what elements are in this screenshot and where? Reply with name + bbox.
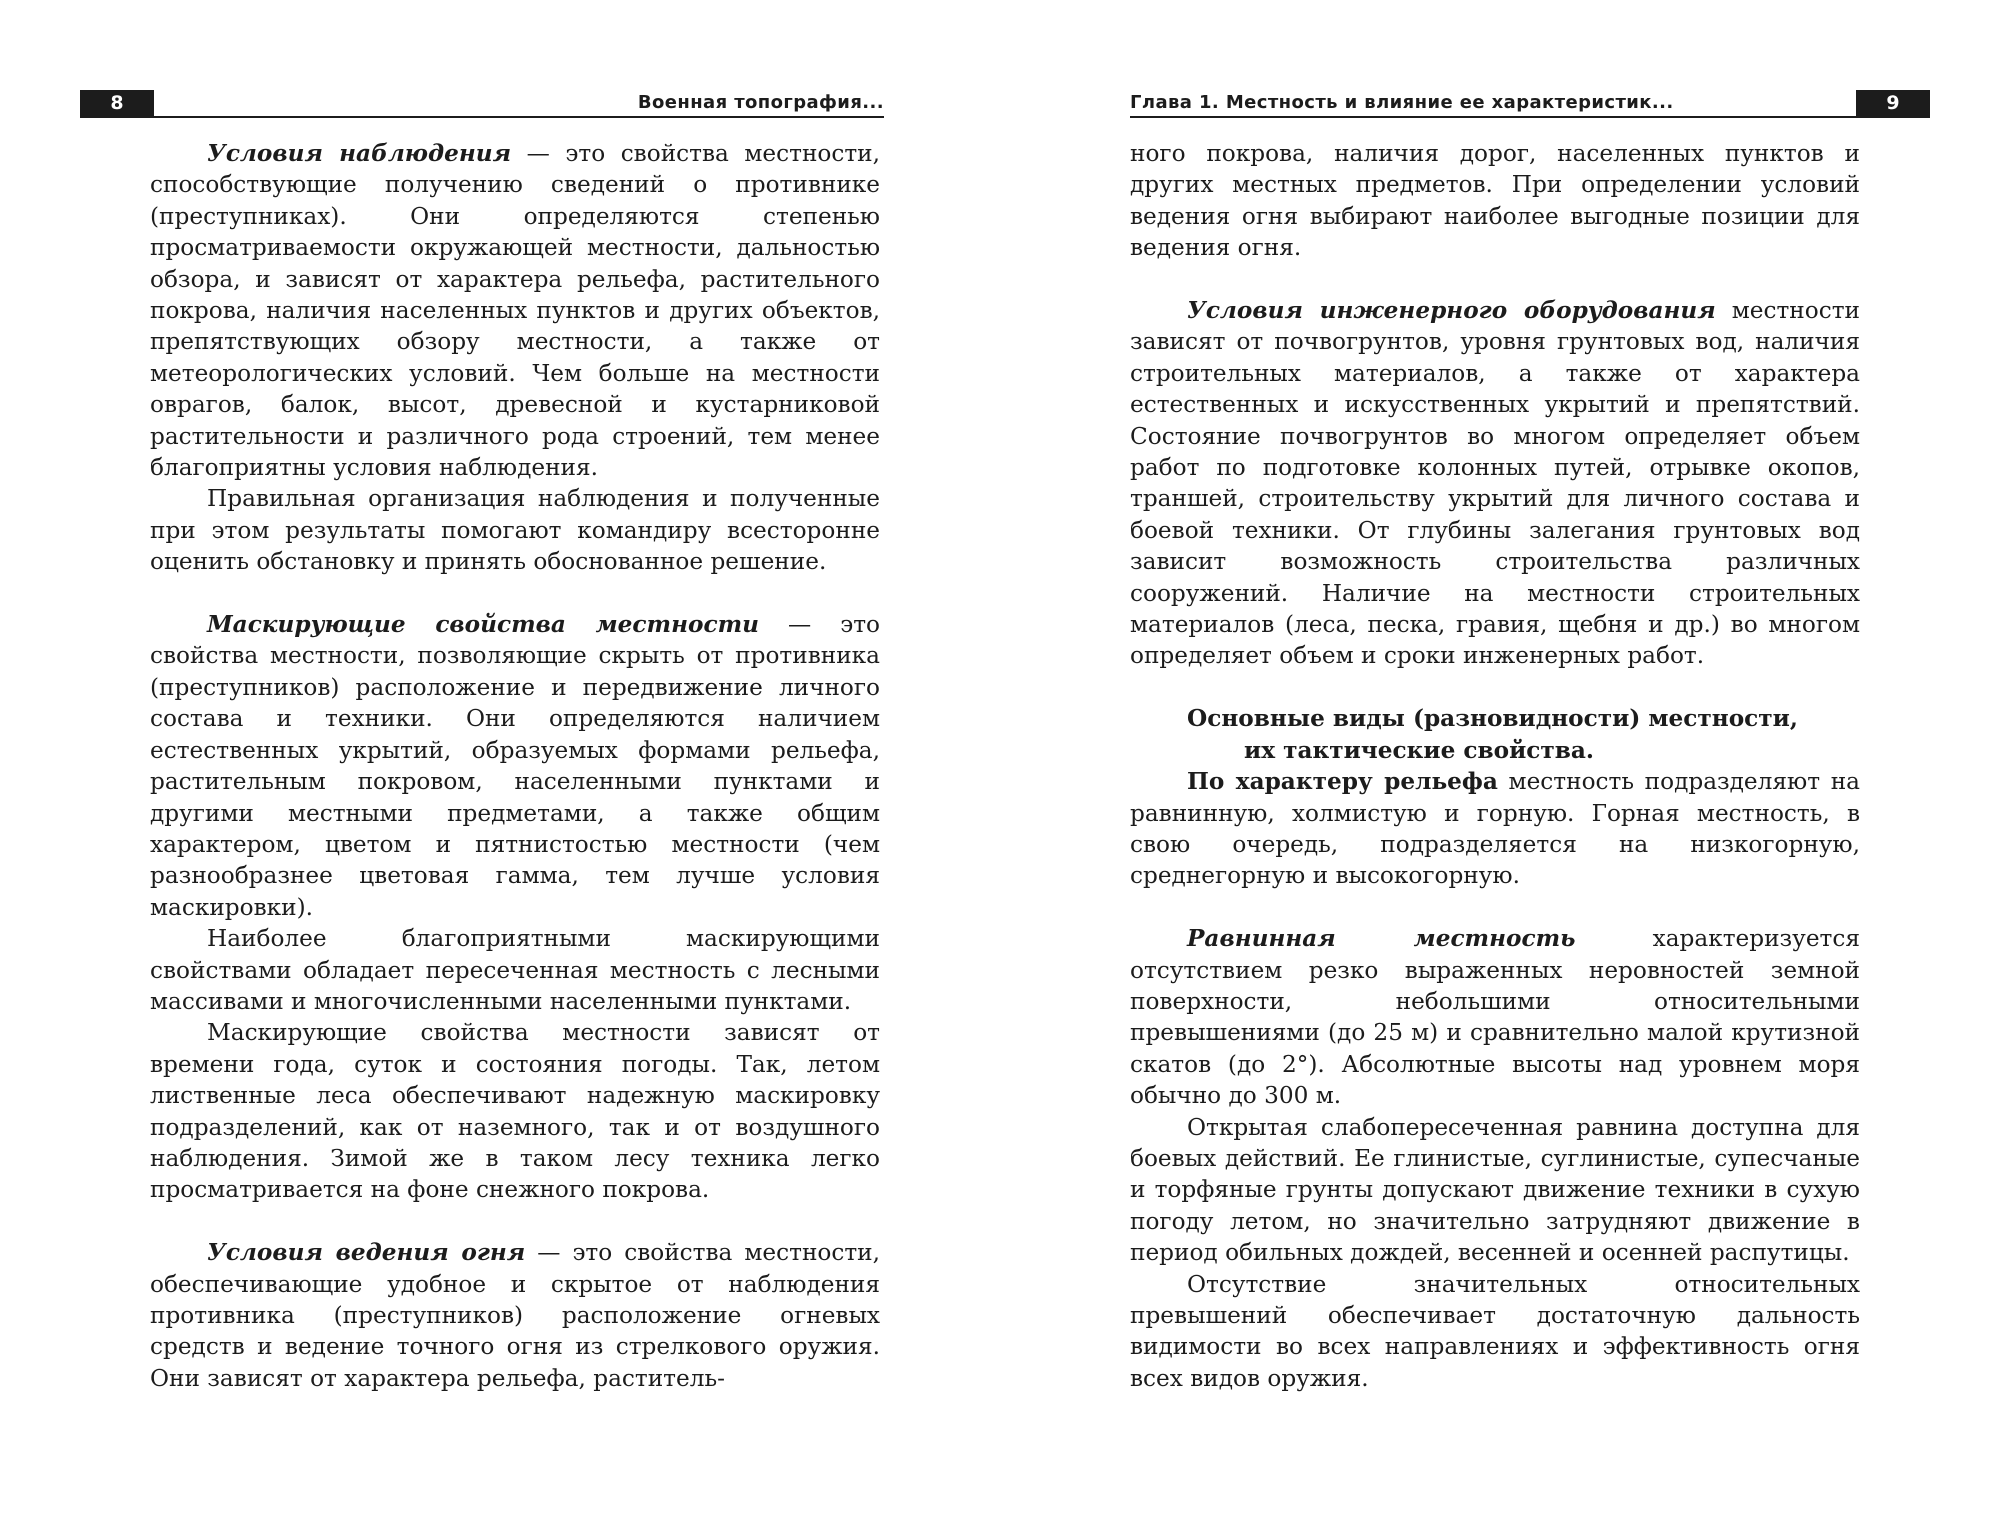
paragraph-text: Правильная организация наблюдения и полученные при этом результаты помогают командиру всесторонне оценить обстановку и принять обоснованное решение. (150, 485, 880, 576)
paragraph-text: — это свойства местности, способствующие получению сведений о противнике (преступниках). Они определяются степенью просматриваемости окружающей местности, дальностью обзора, и зависят от характера рельефа, растительного покрова, наличия населенных пунктов и других объектов, препятствующих обзору местности, а также от метеорологических условий. Чем больше на местности оврагов, балок, высот, древесной и кустарниковой растительности и различного рода строений, тем менее благоприятны условия наблюдения. (150, 140, 881, 482)
paragraph (1130, 766, 1860, 892)
paragraph (150, 609, 880, 923)
paragraph-text: местность подразделяют на равнинную, холмистую и горную. Горная местность, в свою очередь, подразделяется на низкогорную, среднегорную и высокогорную. (1130, 768, 1860, 890)
paragraph-text: Маскирующие свойства местности зависят от времени года, суток и состояния погоды. Так, летом лиственные леса обеспечивают надежную маскировку подразделений, как от наземного, так и от воздушного наблюдения. Зимой же в таком лесу техника легко просматривается на фоне снежного покрова. (150, 1019, 880, 1204)
heading-line: их тактические свойства. (1244, 736, 1594, 764)
term: Условия ведения огня (207, 1239, 526, 1267)
heading-line: Основные виды (разновидности) местности, (1187, 705, 1798, 733)
right-page-number: 9 (1856, 90, 1930, 116)
paragraph (150, 138, 880, 483)
right-page-body (1130, 138, 1860, 1394)
left-running-head: Военная топография... (637, 92, 884, 113)
left-page-number: 8 (80, 90, 154, 116)
term: Условия инженерного оборудования (1187, 297, 1716, 325)
paragraph-text: — это свойства местности, обеспечивающие удобное и скрытое от наблюдения противника (преступников) расположение огневых средств и ведение точного огня из стрелкового оружия. Они зависят от характера рельефа, раститель- (150, 1239, 880, 1392)
paragraph (1130, 138, 1860, 264)
right-page-header (1130, 90, 1930, 118)
section-heading (1130, 703, 1860, 766)
left-page-body (150, 138, 880, 1394)
paragraph-text: — это свойства местности, позволяющие скрыть от противника (преступников) расположение и передвижение личного состава и техники. Они определяются наличием естественных укрытий, образуемых формами рельефа, растительным покровом, населенными пунктами и другими местными предметами, а также общим характером, цветом и пятнистостью местности (чем разнообразнее цветовая гамма, тем лучше условия маскировки). (150, 611, 880, 921)
left-page-header (80, 90, 884, 118)
lead-in: По характеру рельефа (1187, 768, 1498, 796)
term: Условия наблюдения (207, 140, 512, 167)
paragraph (1130, 1269, 1860, 1395)
paragraph-text: Открытая слабопересеченная равнина доступна для боевых действий. Ее глинистые, суглинистые, супесчаные и торфяные грунты допускают движение техники в сухую погоду летом, но значительно затрудняют движение в период обильных дождей, весенней и осенней распутицы. (1130, 1113, 1860, 1267)
right-running-head: Глава 1. Местность и влияние ее характеристик... (1130, 92, 1674, 113)
paragraph (1130, 1112, 1860, 1269)
paragraph (150, 1017, 880, 1205)
paragraph (1130, 295, 1860, 672)
paragraph-text: характеризуется отсутствием резко выраженных неровностей земной поверхности, небольшими относительными превышениями (до 25 м) и сравнительно малой крутизной скатов (до 2°). Абсолютные высоты над уровнем моря обычно до 300 м. (1130, 925, 1860, 1110)
paragraph (150, 1237, 880, 1394)
paragraph-text: местности зависят от почвогрунтов, уровня грунтовых вод, наличия строительных материалов, а также от характера естественных и искусственных укрытий и препятствий. Состояние почвогрунтов во многом определяет объем работ по подготовке колонных путей, отрывке окопов, траншей, строительству укрытий для личного состава и боевой техники. От глубины залегания грунтовых вод зависит возможность строительства различных сооружений. Наличие на местности строительных материалов (леса, песка, гравия, щебня и др.) во многом определяет объем и сроки инженерных работ. (1130, 297, 1860, 670)
paragraph (150, 483, 880, 577)
paragraph (150, 923, 880, 1017)
paragraph-text: ного покрова, наличия дорог, населенных пунктов и других местных предметов. При определении условий ведения огня выбирают наиболее выгодные позиции для ведения огня. (1130, 140, 1860, 262)
paragraph (1130, 923, 1860, 1111)
term: Равнинная местность (1187, 925, 1576, 953)
term: Маскирующие свойства местности (207, 611, 759, 639)
paragraph-text: Наиболее благоприятными маскирующими свойствами обладает пересеченная местность с лесными массивами и многочисленными населенными пунктами. (150, 925, 880, 1015)
paragraph-text: Отсутствие значительных относительных превышений обеспечивает достаточную дальность видимости во всех направлениях и эффективность огня всех видов оружия. (1130, 1270, 1860, 1392)
